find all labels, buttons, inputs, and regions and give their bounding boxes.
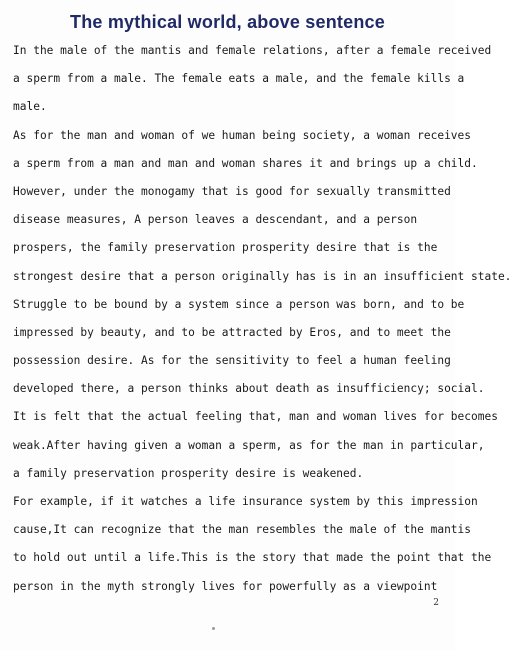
text-line: However, under the monogamy that is good for sexually transmitted bbox=[13, 184, 451, 198]
text-line: In the male of the mantis and female relations, after a female received bbox=[13, 44, 492, 57]
text-line: to hold out until a life.This is the story that made the point that the bbox=[13, 551, 492, 565]
text-line: cause,It can recognize that the man resembles the male of the mantis bbox=[13, 523, 472, 537]
text-line: weak.After having given a woman a sperm, as for the man in particular, bbox=[13, 438, 485, 452]
body-text bbox=[13, 37, 511, 601]
text-line: a family preservation prosperity desire is weakened. bbox=[13, 466, 364, 480]
page-number: 2 bbox=[433, 598, 439, 608]
text-line: person in the myth strongly lives for powerfully as a viewpoint bbox=[13, 579, 438, 593]
text-line: developed there, a person thinks about death as insufficiency; social. bbox=[13, 382, 485, 396]
text-line: disease measures, A person leaves a descendant, and a person bbox=[13, 213, 418, 227]
text-line: male. bbox=[13, 100, 47, 114]
scan-speck bbox=[212, 627, 215, 630]
text-line: impressed by beauty, and to be attracted by Eros, and to meet the bbox=[13, 325, 451, 339]
text-line: Struggle to be bound by a system since a person was born, and to be bbox=[13, 297, 465, 311]
text-line: strongest desire that a person originally has is in an insufficient state. bbox=[13, 269, 511, 283]
page-title: The mythical world, above sentence bbox=[70, 12, 385, 32]
text-line: a sperm from a male. The female eats a male, and the female kills a bbox=[13, 72, 465, 86]
text-line: prospers, the family preservation prosperity desire that is the bbox=[13, 241, 438, 255]
text-line: possession desire. As for the sensitivity to feel a human feeling bbox=[13, 354, 451, 368]
text-line: It is felt that the actual feeling that, man and woman lives for becomes bbox=[13, 410, 498, 424]
text-line: For example, if it watches a life insurance system by this impression bbox=[13, 495, 478, 508]
text-line: a sperm from a man and man and woman shares it and brings up a child. bbox=[13, 156, 478, 170]
text-line: As for the man and woman of we human being society, a woman receives bbox=[13, 128, 472, 142]
